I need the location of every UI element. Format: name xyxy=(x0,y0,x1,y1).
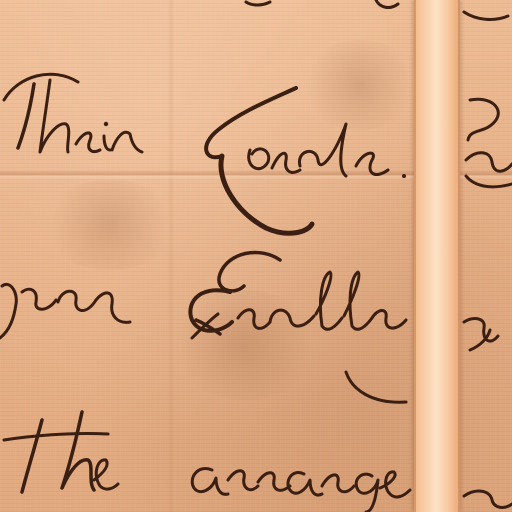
right-margin-ink-fragment xyxy=(468,99,498,140)
repair-strip-right-edge xyxy=(458,0,460,512)
top-edge-ink-fragment xyxy=(376,0,398,7)
repair-strip-left-edge xyxy=(414,0,416,512)
period-mark xyxy=(402,174,406,178)
top-edge-ink-fragment xyxy=(246,2,270,5)
right-margin-ink-fragment xyxy=(466,153,512,172)
right-margin-ink-fragment xyxy=(464,319,498,341)
repair-strip xyxy=(414,0,460,512)
right-margin-ink-fragment xyxy=(466,176,512,187)
right-margin-ink-fragment xyxy=(464,491,512,507)
right-margin-ink-fragment xyxy=(464,12,508,19)
